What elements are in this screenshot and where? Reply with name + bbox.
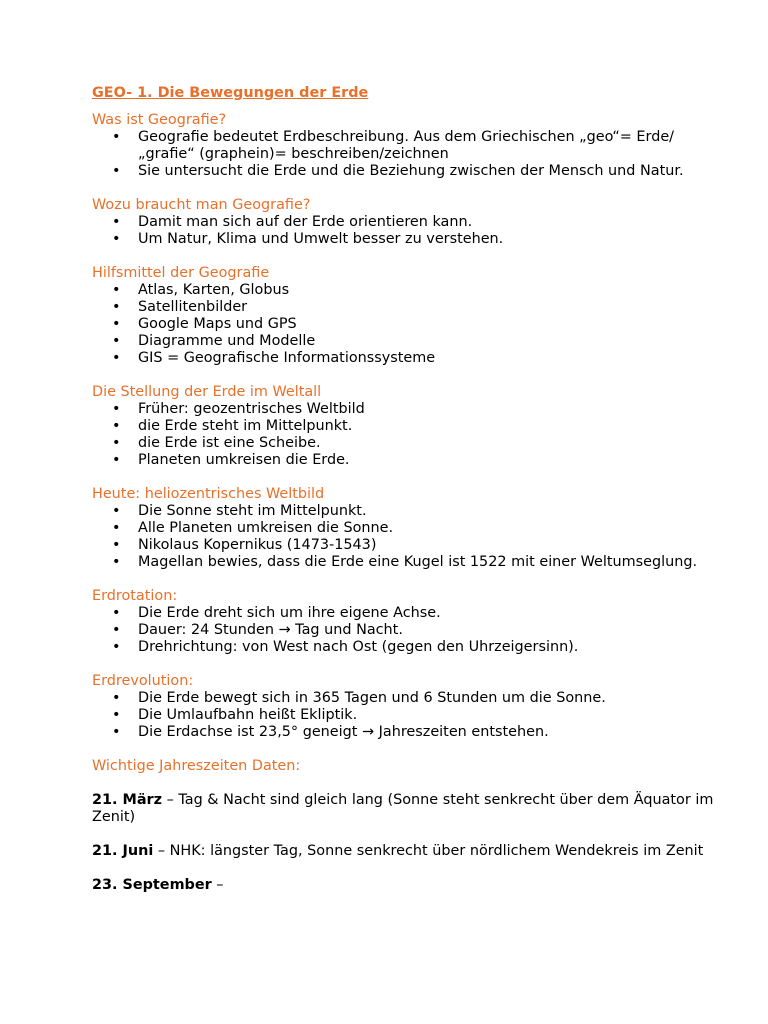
dates-container	[92, 792, 728, 894]
list-item-text: Nikolaus Kopernikus (1473-1543)	[138, 537, 377, 553]
date-description: –	[211, 877, 224, 893]
list-item	[92, 537, 728, 554]
date-description: – NHK: längster Tag, Sonne senkrecht über nördlichem Wendekreis im Zenit	[153, 843, 704, 859]
section-heading: Heute: heliozentrisches Weltbild	[92, 486, 325, 502]
date-paragraph	[92, 843, 728, 860]
bullet-icon: •	[112, 605, 121, 621]
list-item	[92, 214, 728, 231]
list-item-text: Die Erdachse ist 23,5° geneigt → Jahreszeiten entstehen.	[138, 724, 549, 740]
list-item-text: Früher: geozentrisches Weltbild	[138, 401, 365, 417]
bullet-list	[92, 503, 728, 571]
bullet-icon: •	[112, 350, 121, 366]
bullet-icon: •	[112, 537, 121, 553]
bullet-icon: •	[112, 452, 121, 468]
list-item	[92, 707, 728, 724]
list-item-text: die Erde ist eine Scheibe.	[138, 435, 321, 451]
bullet-icon: •	[112, 163, 121, 179]
section-heading: Die Stellung der Erde im Weltall	[92, 384, 322, 400]
list-item-text: Die Sonne steht im Mittelpunkt.	[138, 503, 367, 519]
list-item	[92, 639, 728, 656]
bullet-icon: •	[112, 401, 121, 417]
bullet-list	[92, 401, 728, 469]
bullet-icon: •	[112, 554, 121, 570]
list-item	[92, 418, 728, 435]
list-item-text: Die Erde bewegt sich in 365 Tagen und 6 Stunden um die Sonne.	[138, 690, 606, 706]
bullet-list	[92, 282, 728, 367]
bullet-icon: •	[112, 282, 121, 298]
section-heading: Was ist Geografie?	[92, 112, 227, 128]
bullet-list	[92, 214, 728, 248]
list-item	[92, 350, 728, 367]
list-item-text: die Erde steht im Mittelpunkt.	[138, 418, 353, 434]
bullet-icon: •	[112, 639, 121, 655]
list-item	[92, 401, 728, 418]
bullet-list	[92, 605, 728, 656]
list-item-text: Die Erde dreht sich um ihre eigene Achse.	[138, 605, 441, 621]
list-item	[92, 231, 728, 248]
section-heading: Hilfsmittel der Geografie	[92, 265, 270, 281]
date-description: – Tag & Nacht sind gleich lang (Sonne steht senkrecht über dem Äquator im Zenit)	[92, 792, 714, 825]
list-item	[92, 452, 728, 469]
list-item	[92, 520, 728, 537]
bullet-icon: •	[112, 435, 121, 451]
bullet-icon: •	[112, 299, 121, 315]
bullet-icon: •	[112, 707, 121, 723]
list-item	[92, 435, 728, 452]
list-item-text: Sie untersucht die Erde und die Beziehung zwischen der Mensch und Natur.	[138, 163, 684, 179]
list-item-text: Dauer: 24 Stunden → Tag und Nacht.	[138, 622, 403, 638]
list-item-text: Damit man sich auf der Erde orientieren kann.	[138, 214, 473, 230]
list-item	[92, 299, 728, 316]
list-item	[92, 690, 728, 707]
list-item	[92, 724, 728, 741]
bullet-icon: •	[112, 418, 121, 434]
bullet-icon: •	[112, 214, 121, 230]
list-item-text: Planeten umkreisen die Erde.	[138, 452, 350, 468]
section-heading-dates: Wichtige Jahreszeiten Daten:	[92, 758, 301, 774]
list-item	[92, 605, 728, 622]
section-heading: Erdrevolution:	[92, 673, 194, 689]
bullet-icon: •	[112, 503, 121, 519]
date-paragraph	[92, 792, 728, 826]
list-item	[92, 129, 728, 163]
list-item	[92, 622, 728, 639]
date-paragraph	[92, 877, 728, 894]
list-item	[92, 333, 728, 350]
list-item	[92, 554, 728, 571]
bullet-icon: •	[112, 724, 121, 740]
bullet-list	[92, 690, 728, 741]
section-heading: Wozu braucht man Geografie?	[92, 197, 311, 213]
bullet-icon: •	[112, 690, 121, 706]
bullet-icon: •	[112, 129, 121, 145]
date-label: 21. März	[92, 792, 163, 808]
bullet-icon: •	[112, 316, 121, 332]
list-item-text: Geografie bedeutet Erdbeschreibung. Aus dem Griechischen „geo“= Erde/ „grafie“ (graphein)= beschreiben/zeichnen	[138, 129, 675, 162]
list-item-text: Magellan bewies, dass die Erde eine Kugel ist 1522 mit einer Weltumseglung.	[138, 554, 698, 570]
section-heading: Erdrotation:	[92, 588, 178, 604]
list-item-text: Drehrichtung: von West nach Ost (gegen den Uhrzeigersinn).	[138, 639, 579, 655]
list-item-text: Diagramme und Modelle	[138, 333, 316, 349]
document-title: GEO- 1. Die Bewegungen der Erde	[92, 85, 369, 101]
bullet-icon: •	[112, 333, 121, 349]
date-label: 23. September	[92, 877, 212, 893]
date-label: 21. Juni	[92, 843, 154, 859]
list-item-text: Um Natur, Klima und Umwelt besser zu verstehen.	[138, 231, 504, 247]
list-item-text: Alle Planeten umkreisen die Sonne.	[138, 520, 394, 536]
list-item	[92, 503, 728, 520]
bullet-list	[92, 129, 728, 180]
list-item-text: Satellitenbilder	[138, 299, 248, 315]
list-item-text: Die Umlaufbahn heißt Ekliptik.	[138, 707, 358, 723]
list-item	[92, 282, 728, 299]
list-item-text: Atlas, Karten, Globus	[138, 282, 290, 298]
list-item	[92, 163, 728, 180]
bullet-icon: •	[112, 520, 121, 536]
sections-container	[92, 112, 728, 741]
list-item-text: GIS = Geografische Informationssysteme	[138, 350, 436, 366]
list-item-text: Google Maps und GPS	[138, 316, 297, 332]
list-item	[92, 316, 728, 333]
bullet-icon: •	[112, 622, 121, 638]
bullet-icon: •	[112, 231, 121, 247]
